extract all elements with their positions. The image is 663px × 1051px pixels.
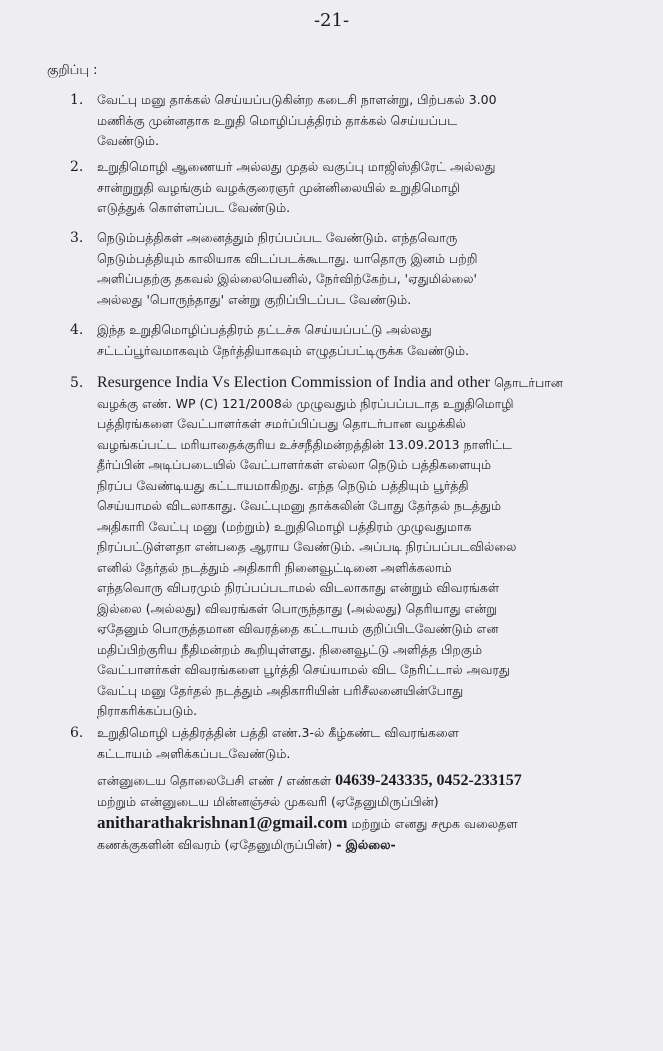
note-line: மதிப்பிற்குரிய நீதிமன்றம் கூறியுள்ளது. நினைவூட்டு அளித்த பிறகும் — [97, 641, 483, 657]
phone-numbers: 04639-243335, 0452-233157 — [335, 772, 522, 789]
note-line: சான்றுறுதி வழங்கும் வழக்குரைஞர் முன்னிலையில் உறுதிமொழி — [97, 179, 460, 195]
notes-heading: குறிப்பு : — [47, 63, 98, 78]
note-line: வேண்டும். — [97, 133, 159, 148]
email-address: anitharathakrishnan1@gmail.com — [97, 813, 348, 832]
note-line: வேட்பு மனு தாக்கல் செய்யப்படுகின்ற கடைசி நாளன்று, பிற்பகல் 3.00 — [97, 92, 497, 107]
note-item-2 — [70, 157, 640, 219]
note-item-5 — [70, 373, 640, 722]
note-line: நிரப்பட்டுள்ளதா என்பதை ஆராய வேண்டும். அப்படி நிரப்பப்படவில்லை — [97, 539, 517, 554]
case-title: Resurgence India Vs Election Commission of India and other — [97, 374, 491, 391]
note-item-6 — [70, 723, 640, 764]
note-number: 4. — [70, 322, 84, 338]
note-first-line — [97, 373, 640, 394]
note-line: இந்த உறுதிமொழிப்பத்திரம் தட்டச்சு செய்யப்பட்டு அல்லது — [97, 322, 432, 337]
note-line: அளிப்பதற்கு தகவல் இல்லையெனில், நேர்விற்கேற்ப, 'ஏதுமில்லை' — [97, 271, 477, 286]
note-line: செய்யாமல் விடலாகாது. வேட்புமனு தாக்கலின் போது தேர்தல் நடத்தும் — [97, 498, 502, 513]
note-number: 5. — [70, 375, 84, 391]
note-line: பத்திரங்களை வேட்பாளர்கள் சமர்ப்பிப்பது தொடர்பான வழக்கில் — [97, 416, 466, 431]
note-line: வழக்கு எண். WP (C) 121/2008ல் முழுவதும் நிரப்பப்படாத உறுதிமொழி — [97, 395, 514, 411]
note-line: மணிக்கு முன்னதாக உறுதி மொழிப்பத்திரம் தாக்கல் செய்யப்பட — [97, 112, 458, 128]
note-number: 1. — [70, 92, 84, 108]
note-line: வேட்பு மனு தேர்தல் நடத்தும் அதிகாரியின் பரிசீலனையின்போது — [97, 682, 464, 698]
note-number: 2. — [70, 159, 84, 175]
note-line: நிராகரிக்கப்படும். — [97, 703, 198, 718]
note-line: நெடும்பத்திகள் அனைத்தும் நிரப்பப்பட வேண்டும். எந்தவொரு — [97, 230, 458, 245]
note-line: நெடும்பத்தியும் காலியாக விடப்படக்கூடாது. யாதொரு இனம் பற்றி — [97, 250, 478, 266]
page-number: -21- — [313, 10, 350, 31]
note-line: அதிகாரி வேட்பு மனு (மற்றும்) உறுதிமொழி பத்திரம் முழுவதுமாக — [97, 518, 472, 534]
note-item-1 — [70, 90, 640, 152]
note-line: வேட்பாளர்கள் விவரங்களை பூர்த்தி செய்யாமல் விட நேரிட்டால் அவரது — [97, 662, 510, 677]
phone-label: என்னுடைய தொலைபேசி எண் / எண்கள் — [97, 773, 332, 788]
note-number: 3. — [70, 230, 84, 246]
note-line: உறுதிமொழி ஆணையர் அல்லது முதல் வகுப்பு மாஜிஸ்திரேட் அல்லது — [97, 159, 496, 174]
note-line: நிரப்ப வேண்டியது கட்டாயமாகிறது. எந்த நெடும் பத்தியும் பூர்த்தி — [97, 477, 469, 493]
note-number: 6. — [70, 725, 84, 741]
note-line: சட்டப்பூர்வமாகவும் நேர்த்தியாகவும் எழுதப்பட்டிருக்க வேண்டும். — [97, 342, 470, 358]
note-line: எடுத்துக் கொள்ளப்பட வேண்டும். — [97, 200, 291, 215]
case-title-tail: தொடர்பான — [490, 375, 563, 390]
note-line: வழங்கப்பட்ட மரியாதைக்குரிய உச்சநீதிமன்றத்தின் 13.09.2013 நாளிட்ட — [97, 436, 512, 452]
note-line: எனில் தேர்தல் நடத்தும் அதிகாரி நினைவூட்டினை அளிக்கலாம் — [97, 559, 452, 575]
email-label: மற்றும் என்னுடைய மின்னஞ்சல் முகவரி (ஏதேனுமிருப்பின்) — [97, 794, 439, 809]
note-line: உறுதிமொழி பத்திரத்தின் பத்தி எண்.3-ல் கீழ்கண்ட விவரங்களை — [97, 725, 459, 740]
social-label: கணக்குகளின் விவரம் (ஏதேனுமிருப்பின்) — [97, 837, 333, 852]
email-line — [97, 812, 637, 834]
social-line — [97, 834, 637, 855]
note-line: எந்தவொரு விபரமும் நிரப்பப்படாமல் விடலாகாது என்றும் விவரங்கள் — [97, 580, 500, 595]
note-item-3 — [70, 228, 640, 310]
note-line: ஏதேனும் பொருத்தமான விவரத்தை கட்டாயம் குறிப்பிடவேண்டும் என — [97, 621, 499, 636]
note-line: கட்டாயம் அளிக்கப்படவேண்டும். — [97, 745, 291, 761]
note-line: தீர்ப்பின் அடிப்படையில் வேட்பாளர்கள் எல்லா நெடும் பத்திகளையும் — [97, 457, 492, 472]
note-line: அல்லது 'பொருந்தாது' என்று குறிப்பிடப்பட வேண்டும். — [97, 291, 412, 307]
social-value: - இல்லை- — [336, 837, 396, 852]
social-label-start: மற்றும் எனது சமூக வலைதள — [351, 816, 518, 831]
phone-line — [97, 770, 637, 791]
note-line: இல்லை (அல்லது) விவரங்கள் பொருந்தாது (அல்லது) தெரியாது என்று — [97, 600, 497, 616]
note-item-4 — [70, 320, 640, 361]
contact-details — [97, 770, 637, 855]
